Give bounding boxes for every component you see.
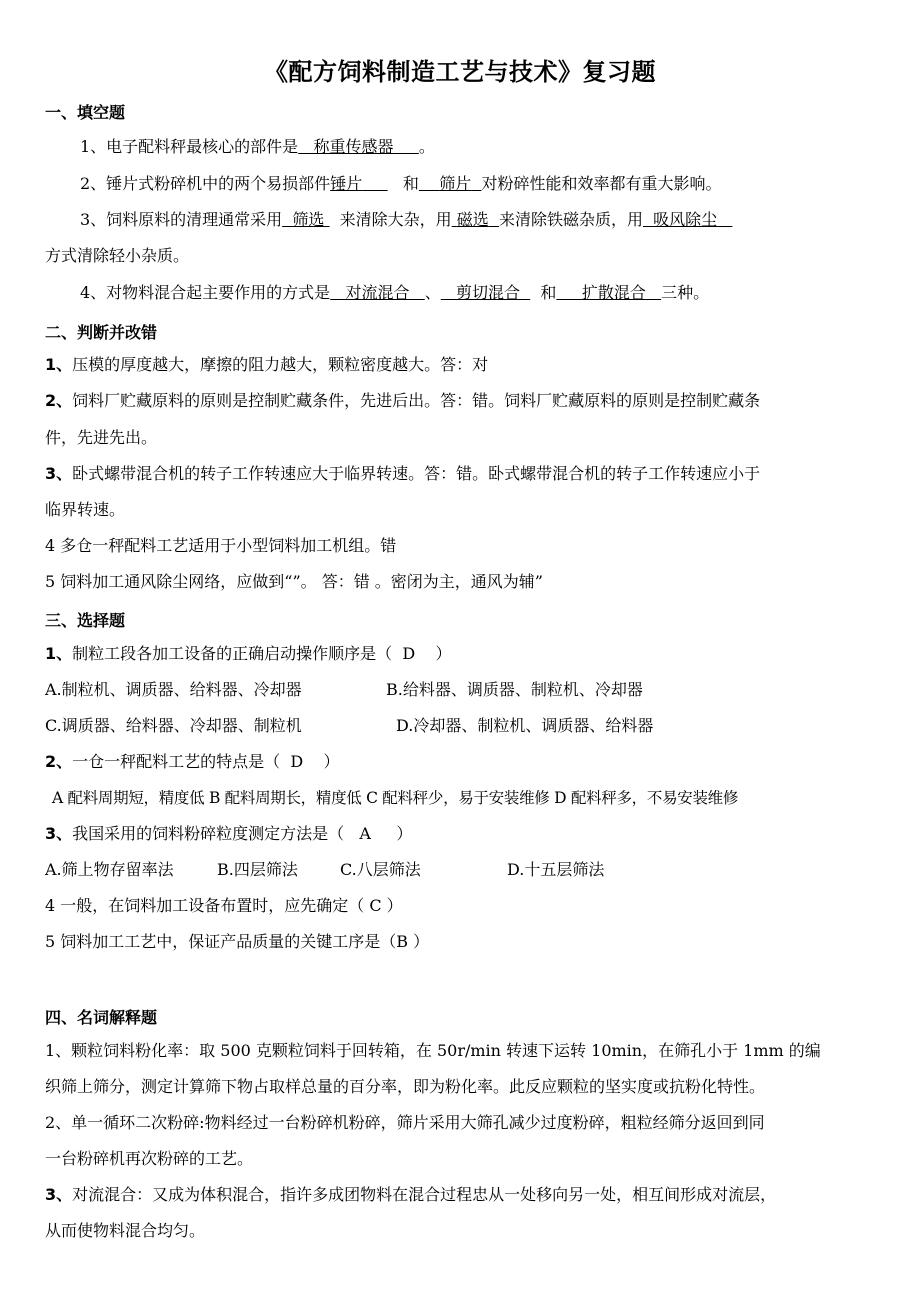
choice-question-1 [45, 644, 887, 664]
judge-item-3-cont: 临界转速。 [45, 500, 126, 519]
answer-blank: 筛选 [292, 210, 325, 229]
answer-blank: 锤片 [330, 174, 363, 193]
term-definition-2-cont: 一台粉碎机再次粉碎的工艺。 [45, 1149, 254, 1168]
question-text: 3、饲料原料的清理通常采用 [80, 210, 283, 229]
question-stem: 一仓一秤配料工艺的特点是（ [72, 752, 281, 771]
page-title: 《配方饲料制造工艺与技术》复习题 [264, 58, 656, 86]
fill-question-1 [80, 137, 888, 157]
term-definition-3 [45, 1185, 887, 1205]
item-text: 饲料厂贮藏原料的原则是控制贮藏条件，先进后出。答：错。饲料厂贮藏原料的原则是控制贮藏条 [72, 391, 761, 410]
question-stem: 制粒工段各加工设备的正确启动操作顺序是（ [72, 644, 393, 663]
term-definition-3-cont: 从而使物料混合均匀。 [45, 1221, 206, 1240]
section-heading-true-false: 二、判断并改错 [45, 323, 158, 342]
question-text: 4、对物料混合起主要作用的方式是 [80, 283, 331, 302]
question-text: 来清除铁磁杂质，用 [498, 210, 643, 229]
judge-item-5: 5 饲料加工通风除尘网络，应做到“”。 答：错 。密闭为主，通风为辅” [45, 572, 543, 591]
answer-letter: D [402, 644, 416, 663]
answer-letter: A [359, 824, 371, 843]
option-d: D.冷却器、制粒机、调质器、给料器 [396, 716, 654, 735]
choice-question-2 [45, 752, 887, 772]
answer-blank: 称重传感器 [313, 137, 394, 156]
fill-question-2 [80, 174, 888, 194]
item-number: 1、 [45, 355, 73, 374]
option-b: B.给料器、调质器、制粒机、冷却器 [386, 680, 643, 699]
answer-blank: 磁选 [456, 210, 489, 229]
question-text: 1、电子配料秤最核心的部件是 [80, 137, 299, 156]
fill-question-3-cont: 方式清除轻小杂质。 [45, 246, 190, 265]
answer-letter: D [290, 752, 304, 771]
question-close: ） [323, 752, 340, 771]
fill-question-3 [80, 210, 888, 230]
judge-item-4: 4 多仓一秤配料工艺适用于小型饲料加工机组。错 [45, 536, 397, 555]
question-text: 和 [540, 283, 557, 302]
item-number: 2、 [45, 752, 73, 771]
section-heading-fill-blank: 一、填空题 [45, 103, 126, 122]
item-text: 卧式螺带混合机的转子工作转速应大于临界转速。答：错。卧式螺带混合机的转子工作转速应小于 [72, 464, 761, 483]
choice-question-3 [45, 824, 887, 844]
question-text: 来清除大杂，用 [339, 210, 452, 229]
option-c: C.八层筛法 [340, 860, 421, 879]
judge-item-2-cont: 件，先进先出。 [45, 428, 158, 447]
option-c: C.调质器、给料器、冷却器、制粒机 [45, 716, 302, 735]
question-close: ） [396, 824, 413, 843]
fill-question-4 [80, 283, 888, 303]
term-definition-2: 2、单一循环二次粉碎:物料经过一台粉碎机粉碎，筛片采用大筛孔减少过度粉碎，粗粒经筛分返回到同 [45, 1113, 765, 1132]
item-text: 压模的厚度越大，摩擦的阻力越大，颗粒密度越大。答：对 [72, 355, 489, 374]
judge-item-2 [45, 391, 887, 411]
question-text: 三种。 [661, 283, 710, 302]
choice-question-4: 4 一般，在饲料加工设备布置时，应先确定（ C ） [45, 896, 403, 915]
item-number: 3、 [45, 824, 73, 843]
section-heading-term-definitions: 四、名词解释题 [45, 1008, 158, 1027]
question-text: 。 [418, 137, 435, 156]
answer-blank: 扩散混合 [581, 283, 646, 302]
option-b: B.四层筛法 [217, 860, 298, 879]
item-number: 2、 [45, 391, 73, 410]
question-text: 、 [424, 283, 441, 302]
question-text: 对粉碎性能和效率都有重大影响。 [481, 174, 722, 193]
answer-blank: 剪切混合 [456, 283, 521, 302]
item-number: 3、 [45, 1185, 73, 1204]
question-stem: 我国采用的饲料粉碎粒度测定方法是（ [72, 824, 345, 843]
answer-blank: 筛片 [439, 174, 472, 193]
option-a: A.制粒机、调质器、给料器、冷却器 [45, 680, 302, 699]
answer-blank: 对流混合 [345, 283, 410, 302]
question-text: 和 [402, 174, 419, 193]
term-definition-1: 1、颗粒饲料粉化率：取 500 克颗粒饲料于回转箱，在 50r/min 转速下运转 10min，在筛孔小于 1mm 的编 [45, 1041, 821, 1060]
option-a: A.筛上物存留率法 [45, 860, 174, 879]
item-number: 3、 [45, 464, 73, 483]
section-heading-multiple-choice: 三、选择题 [45, 611, 126, 630]
question-close: ） [435, 644, 452, 663]
item-number: 1、 [45, 644, 73, 663]
option-d: D.十五层筛法 [507, 860, 605, 879]
answer-blank: 吸风除尘 [653, 210, 718, 229]
judge-item-3 [45, 464, 887, 484]
term-definition-1-cont: 织筛上筛分，测定计算筛下物占取样总量的百分率，即为粉化率。此反应颗粒的坚实度或抗粉化特性。 [45, 1077, 766, 1096]
judge-item-1 [45, 355, 887, 375]
choice-question-5: 5 饲料加工工艺中，保证产品质量的关键工序是（B ） [45, 932, 430, 951]
question-text: 2、锤片式粉碎机中的两个易损部件 [80, 174, 331, 193]
item-text: 对流混合：又成为体积混合，指许多成团物料在混合过程忠从一处移向另一处，相互间形成对流层， [72, 1185, 777, 1204]
choice-options-row: A 配料周期短，精度低 B 配料周期长，精度低 C 配料秤少，易于安装维修 D 配料秤多，不易安装维修 [52, 789, 739, 807]
